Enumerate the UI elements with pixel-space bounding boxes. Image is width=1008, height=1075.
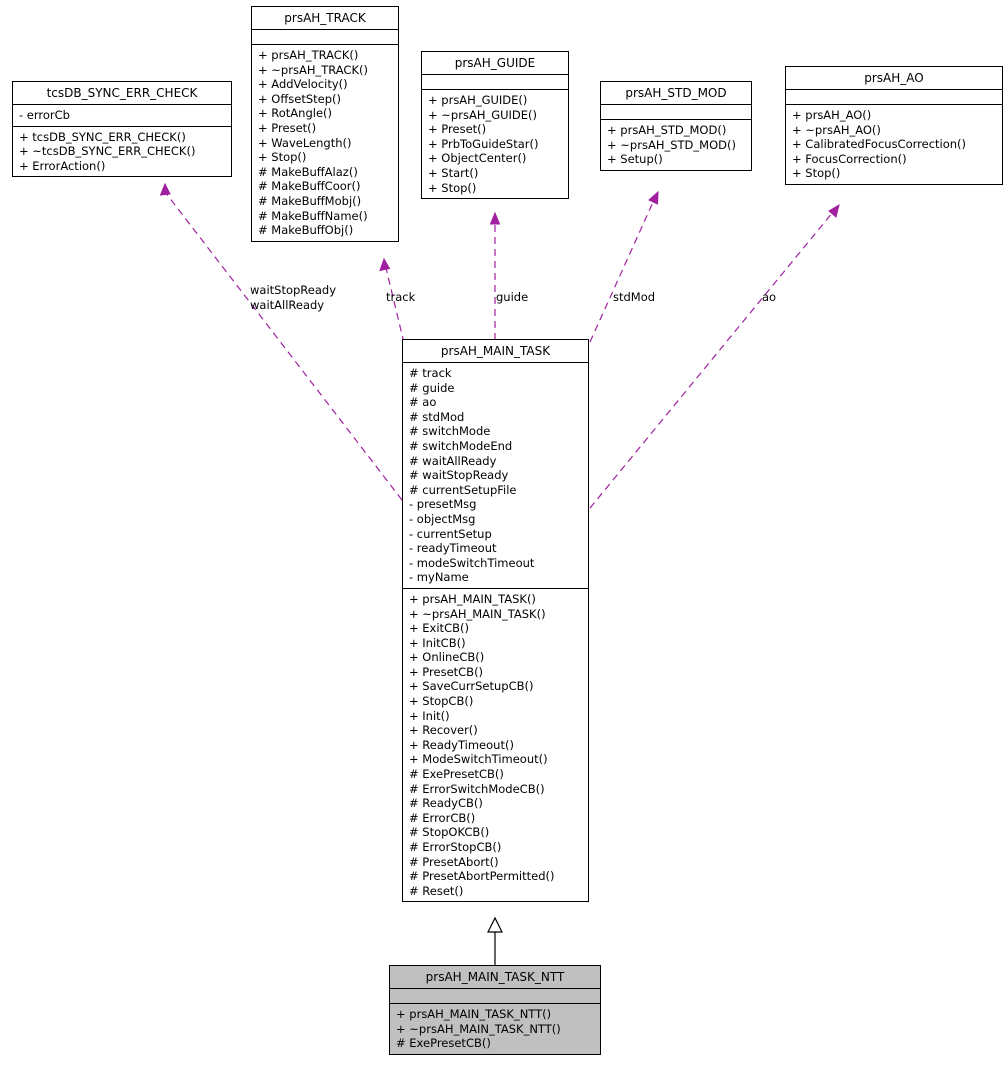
- class-operation: + ErrorAction(): [19, 158, 106, 173]
- class-operation: + ~prsAH_STD_MOD(): [607, 137, 736, 152]
- edge-label-wait-stop-ready: waitStopReady: [250, 283, 337, 297]
- class-operation: + tcsDB_SYNC_ERR_CHECK(): [19, 129, 186, 144]
- class-operation: + ExitCB(): [409, 621, 469, 636]
- class-attribute: - objectMsg: [409, 511, 476, 526]
- class-operation: + ~prsAH_GUIDE(): [428, 107, 538, 122]
- class-box-prsah-main-task[interactable]: [402, 339, 589, 902]
- class-box-prsah-std-mod[interactable]: [600, 81, 752, 171]
- class-operation: + AddVelocity(): [258, 77, 348, 92]
- class-operation: + OnlineCB(): [409, 650, 485, 665]
- class-operation: # ReadyCB(): [409, 796, 483, 811]
- class-operation: + ObjectCenter(): [428, 151, 527, 166]
- class-operation: + WaveLength(): [258, 135, 352, 150]
- class-operation: + Stop(): [428, 180, 477, 195]
- class-operations: [601, 120, 751, 170]
- class-operations: [786, 105, 1002, 184]
- class-operation: + Init(): [409, 708, 450, 723]
- class-operation: # ErrorCB(): [409, 810, 476, 825]
- class-attribute: # waitStopReady: [409, 468, 509, 483]
- edge-label-std-mod: stdMod: [613, 290, 656, 304]
- class-operation: # ErrorSwitchModeCB(): [409, 781, 545, 796]
- class-operation: + ~tcsDB_SYNC_ERR_CHECK(): [19, 144, 196, 159]
- class-operation: + prsAH_MAIN_TASK(): [409, 591, 536, 606]
- class-operation: + Start(): [428, 165, 479, 180]
- class-operation: + ~prsAH_AO(): [792, 122, 881, 137]
- class-attributes: [390, 989, 600, 1003]
- class-title: prsAH_MAIN_TASK: [440, 344, 551, 358]
- class-operation: + prsAH_GUIDE(): [428, 93, 528, 107]
- edge-label-wait-all-ready: waitAllReady: [250, 298, 325, 312]
- class-operation: + Preset(): [428, 122, 487, 137]
- class-attribute: # guide: [409, 380, 455, 395]
- class-operation: + prsAH_AO(): [792, 108, 872, 122]
- class-operation: + StopCB(): [409, 694, 474, 709]
- class-operations: [403, 589, 588, 901]
- class-box-prsah-ao[interactable]: [785, 66, 1003, 185]
- class-operation: + CalibratedFocusCorrection(): [792, 137, 967, 152]
- class-operations: [422, 90, 568, 198]
- class-operation: + OffsetStep(): [258, 91, 341, 106]
- class-attribute: # waitAllReady: [409, 453, 497, 468]
- class-operation: + Preset(): [258, 120, 317, 135]
- class-operation: # Reset(): [409, 883, 464, 898]
- class-attribute: - readyTimeout: [409, 541, 497, 556]
- class-attribute: # stdMod: [409, 409, 465, 424]
- class-operation: + ModeSwitchTimeout(): [409, 752, 548, 767]
- class-title: prsAH_GUIDE: [454, 56, 536, 70]
- class-operation: # PresetAbortPermitted(): [409, 869, 555, 884]
- class-operation: + ReadyTimeout(): [409, 737, 514, 752]
- class-operation: # MakeBuffObj(): [258, 223, 354, 238]
- class-operation: + Stop(): [258, 150, 307, 165]
- class-operation: + prsAH_STD_MOD(): [607, 123, 727, 137]
- class-attributes: [422, 75, 568, 89]
- class-title: prsAH_STD_MOD: [625, 86, 727, 100]
- class-operations: [13, 127, 231, 177]
- class-operation: + ~prsAH_TRACK(): [258, 62, 368, 77]
- class-attribute: # switchMode: [409, 424, 491, 439]
- edge-label-track: track: [386, 290, 416, 304]
- class-operation: + Setup(): [607, 152, 663, 167]
- class-operation: + PrbToGuideStar(): [428, 136, 539, 151]
- class-operation: + SaveCurrSetupCB(): [409, 679, 534, 694]
- class-box-prsah-main-task-ntt[interactable]: [389, 965, 601, 1055]
- class-operation: # ExePresetCB(): [409, 767, 504, 782]
- class-operation: + RotAngle(): [258, 106, 333, 121]
- class-operation: # ExePresetCB(): [396, 1036, 491, 1051]
- class-operation: # StopOKCB(): [409, 825, 490, 840]
- class-operations: [252, 45, 398, 241]
- edge-label-ao: ao: [762, 290, 777, 304]
- class-operation: # PresetAbort(): [409, 854, 499, 869]
- class-title: prsAH_TRACK: [284, 11, 366, 25]
- class-operation: + PresetCB(): [409, 664, 484, 679]
- class-operation: # MakeBuffCoor(): [258, 179, 361, 194]
- class-attributes: [403, 363, 588, 588]
- class-operation: + InitCB(): [409, 635, 466, 650]
- class-attributes: [601, 105, 751, 119]
- class-attributes: [786, 90, 1002, 104]
- class-operation: + prsAH_TRACK(): [258, 48, 359, 62]
- class-title: prsAH_AO: [864, 71, 924, 85]
- class-operation: # MakeBuffName(): [258, 208, 368, 223]
- class-attributes: [13, 105, 231, 126]
- class-attribute: # currentSetupFile: [409, 482, 517, 497]
- class-operation: + Recover(): [409, 723, 478, 738]
- class-operation: + prsAH_MAIN_TASK_NTT(): [396, 1007, 552, 1021]
- class-operation: + Stop(): [792, 166, 841, 181]
- class-operation: + FocusCorrection(): [792, 151, 907, 166]
- class-attribute: - currentSetup: [409, 526, 492, 541]
- class-operation: # ErrorStopCB(): [409, 840, 502, 854]
- class-attribute: - errorCb: [19, 108, 70, 122]
- class-box-prsah-guide[interactable]: [421, 51, 569, 199]
- class-box-tcsdb-sync-err-check[interactable]: [12, 81, 232, 177]
- class-title: prsAH_MAIN_TASK_NTT: [425, 970, 565, 984]
- class-operations: [390, 1004, 600, 1054]
- class-attribute: - modeSwitchTimeout: [409, 555, 535, 570]
- class-attribute: - presetMsg: [409, 497, 477, 512]
- class-attribute: # ao: [409, 395, 437, 410]
- class-box-prsah-track[interactable]: [251, 6, 399, 242]
- edge-label-guide: guide: [496, 290, 529, 304]
- class-attribute: # track: [409, 366, 452, 380]
- class-attribute: - myName: [409, 570, 469, 585]
- class-attribute: # switchModeEnd: [409, 438, 513, 453]
- class-operation: + ~prsAH_MAIN_TASK(): [409, 606, 546, 621]
- class-attributes: [252, 30, 398, 44]
- class-operation: + ~prsAH_MAIN_TASK_NTT(): [396, 1021, 561, 1036]
- class-operation: # MakeBuffAlaz(): [258, 164, 358, 179]
- class-title: tcsDB_SYNC_ERR_CHECK: [46, 86, 198, 100]
- class-operation: # MakeBuffMobj(): [258, 193, 362, 208]
